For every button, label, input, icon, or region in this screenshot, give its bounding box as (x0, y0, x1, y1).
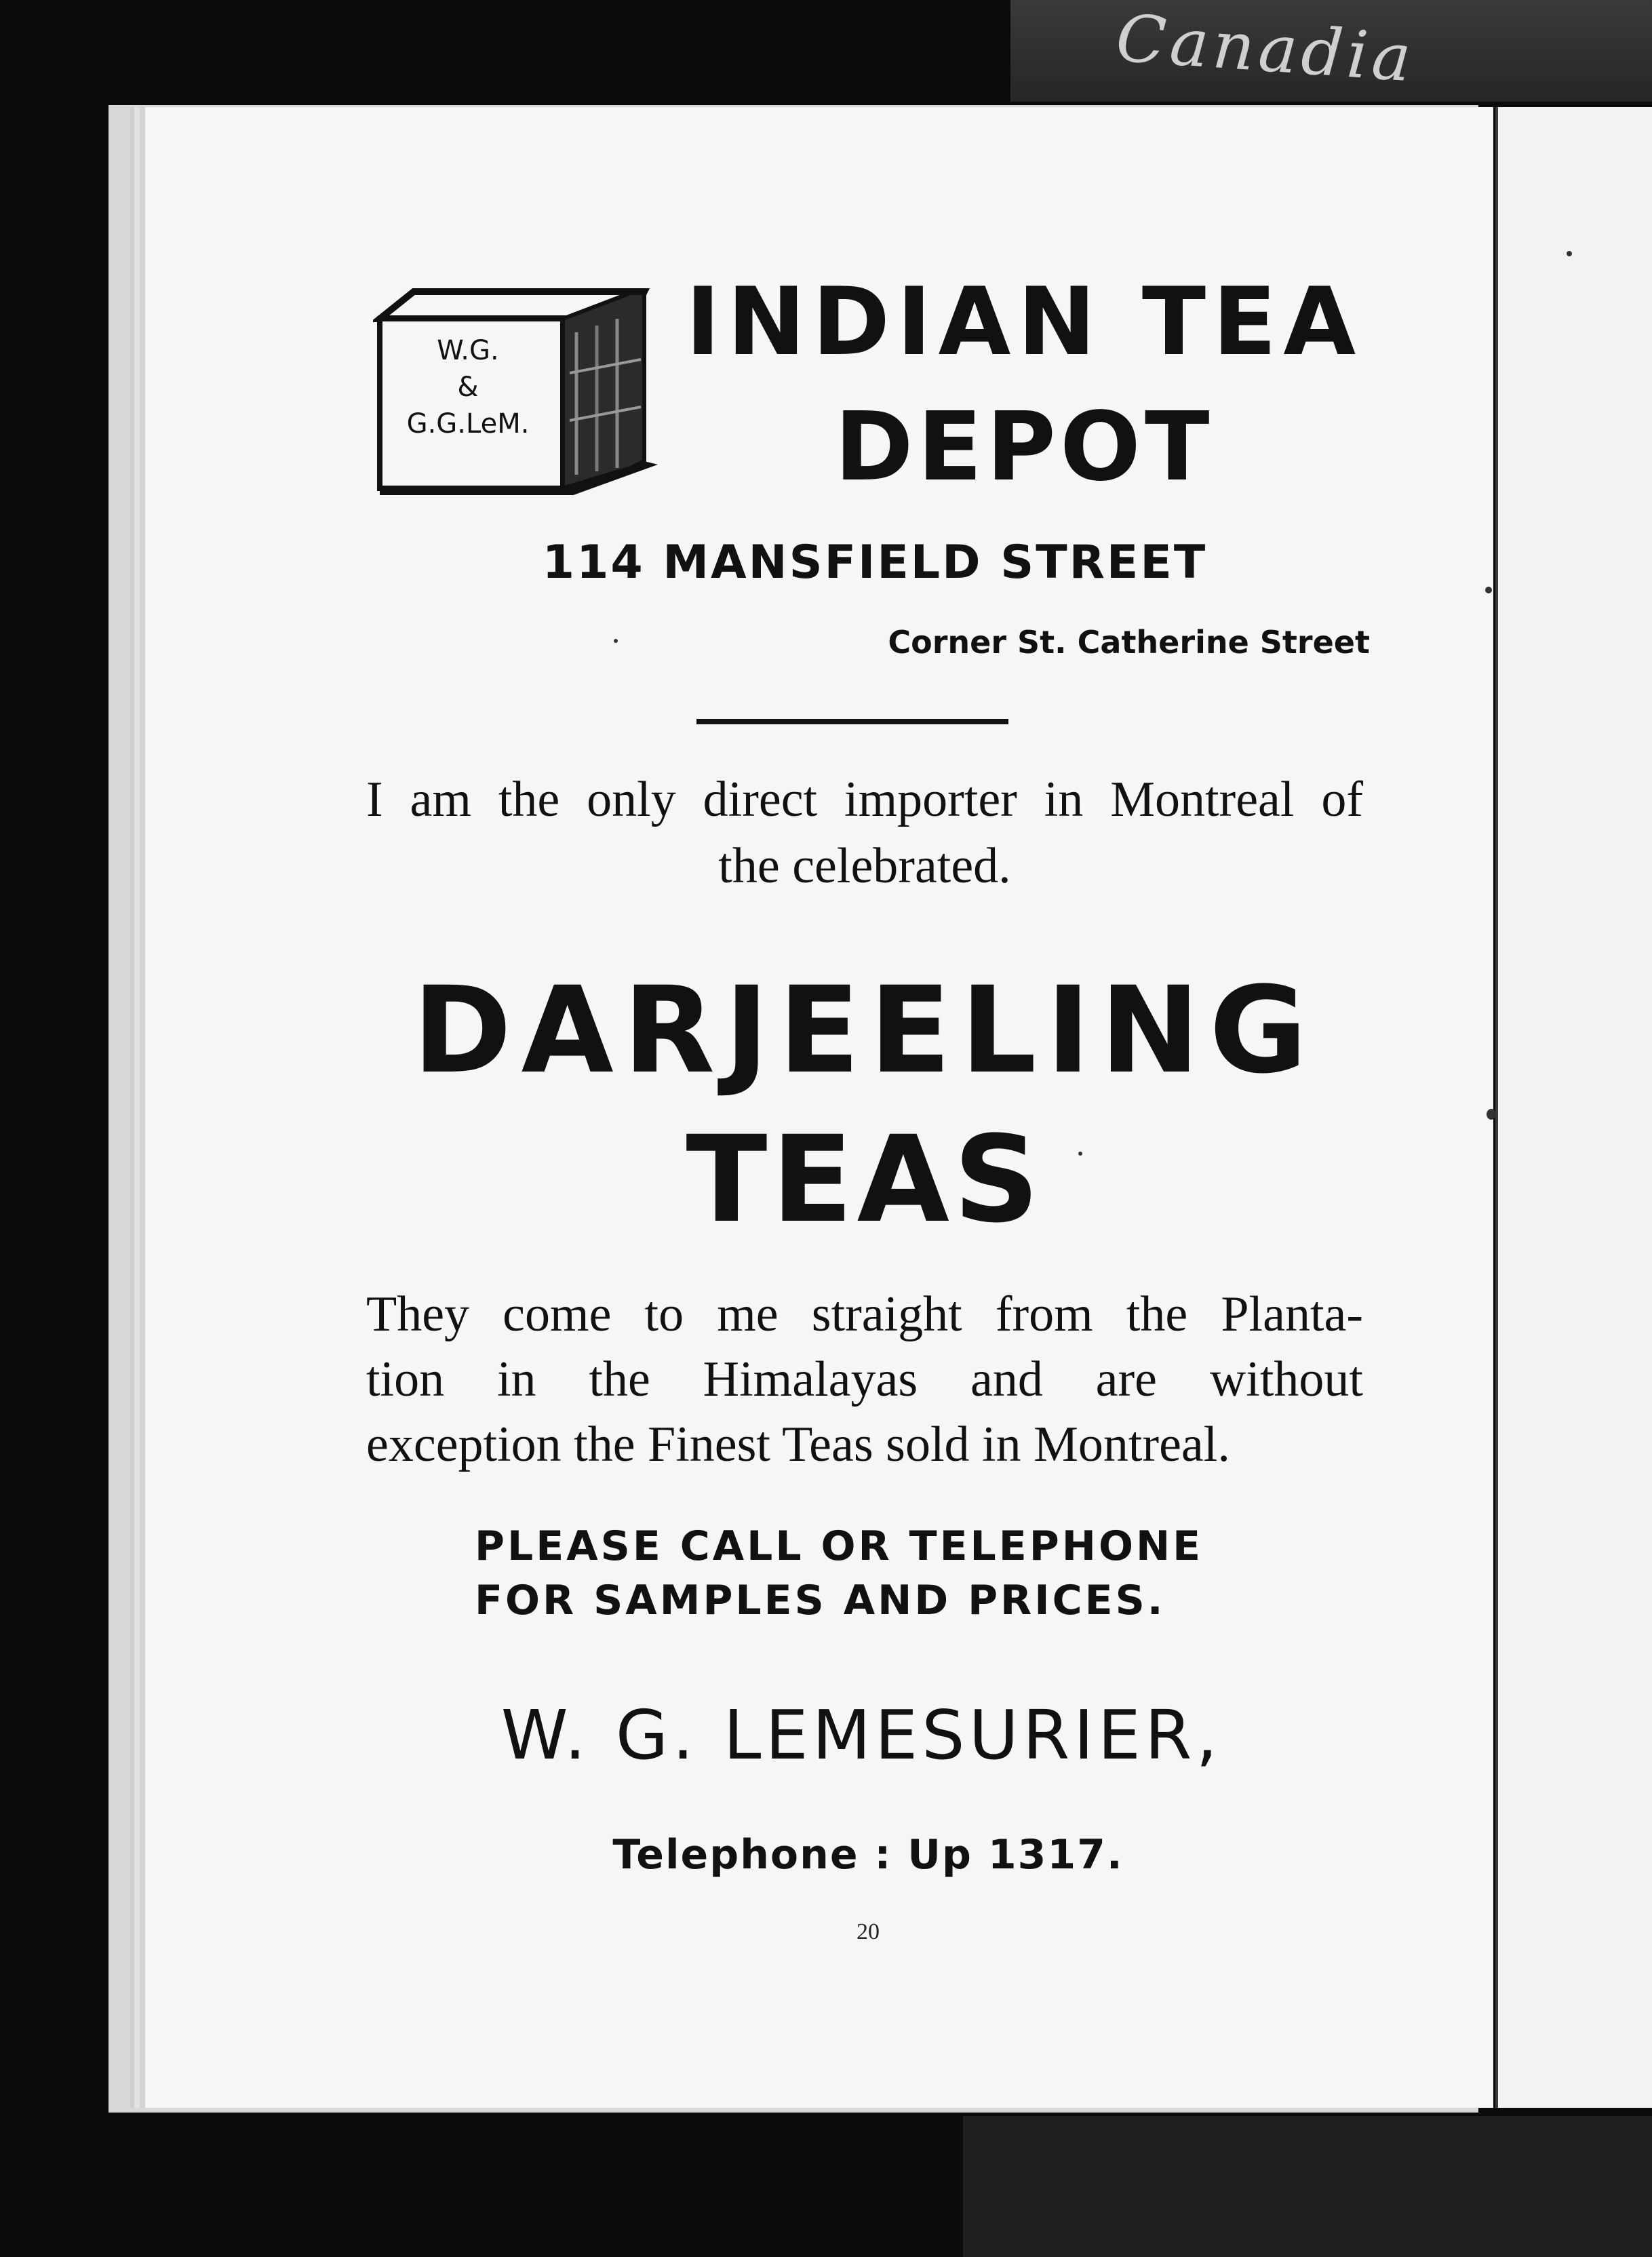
handwritten-annotation: Canadia (1114, 0, 1418, 97)
facing-page (1495, 107, 1652, 2108)
corner-street: Corner St. Catherine Street (888, 624, 1370, 661)
call-to-action (475, 1519, 1289, 1628)
tea-chest-logo (373, 278, 658, 495)
logo-line-3: G.G.LeM. (406, 408, 530, 439)
telephone-number: Telephone : Up 1317. (612, 1831, 1124, 1879)
intro-line-1: I am the only direct importer in Montreal of (366, 772, 1363, 827)
scan-speck (1078, 1152, 1082, 1156)
advertisement (366, 264, 1370, 2001)
divider-rule (696, 719, 1008, 724)
description-line-3: exception the Finest Teas sold in Montreal. (366, 1417, 1230, 1472)
merchant-signature: W. G. LEMESURIER, (500, 1695, 1222, 1775)
headline-teas: TEAS (686, 1110, 1044, 1249)
scan-speck (1567, 251, 1572, 256)
brand-title-line-2: DEPOT (834, 392, 1214, 503)
logo-line-1: W.G. (437, 335, 499, 366)
intro-line-2: the celebrated. (718, 838, 1011, 894)
logo-initials (387, 332, 549, 442)
description-paragraph (366, 1282, 1363, 1477)
description-line-1: They come to me straight from the Planta- (366, 1287, 1363, 1342)
description-line-2: tion in the Himalayas and are without (366, 1352, 1363, 1407)
scan-speck (614, 639, 618, 643)
scan-speck (1487, 1109, 1496, 1120)
logo-line-2: & (457, 372, 479, 403)
cta-line-2: FOR SAMPLES AND PRICES. (475, 1577, 1166, 1624)
headline-darjeeling: DARJEELING (412, 961, 1317, 1100)
page-number: 20 (857, 1919, 880, 1944)
cta-line-1: PLEASE CALL OR TELEPHONE (475, 1523, 1204, 1570)
background-scan-bottom (963, 2116, 1652, 2257)
brand-title-line-1: INDIAN TEA (685, 267, 1363, 376)
street-address: 114 MANSFIELD STREET (542, 536, 1208, 589)
scan-speck (1485, 587, 1492, 593)
intro-paragraph (366, 766, 1363, 899)
